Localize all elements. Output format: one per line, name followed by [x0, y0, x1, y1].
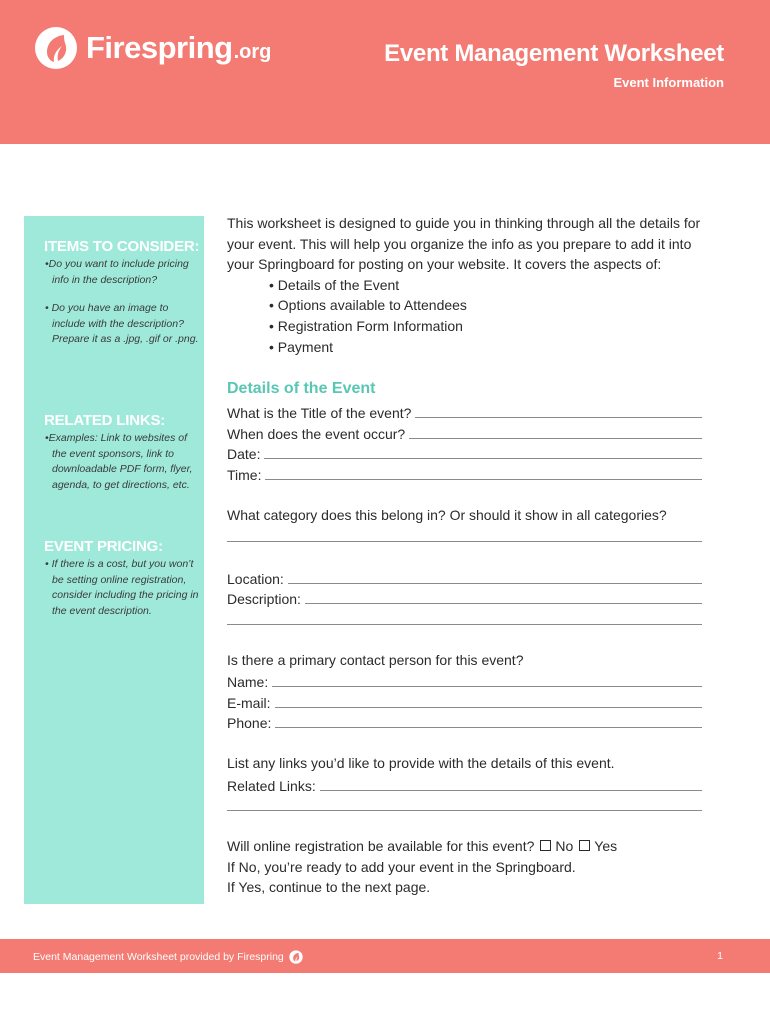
- yes-checkbox[interactable]: [579, 840, 590, 851]
- name-field[interactable]: [227, 672, 702, 690]
- sidebar-tip: • If there is a cost, but you won’t be setting online registration, consider including the pricing in the event description.: [45, 558, 199, 617]
- no-label: No: [555, 838, 574, 854]
- email-label: E-mail:: [227, 695, 271, 711]
- location-field[interactable]: [227, 569, 702, 587]
- sidebar-section-items: [44, 238, 204, 348]
- category-line[interactable]: [227, 541, 702, 542]
- related-links-line[interactable]: [320, 790, 702, 791]
- intro-text: This worksheet is designed to guide you in thinking through all the details for your event. This will help you organize the info as you prepare to add it into your Springboard for posting on your website. It covers the aspects of:: [227, 215, 701, 273]
- sidebar-heading: RELATED LINKS:: [44, 412, 166, 429]
- sidebar-tips: [24, 216, 204, 904]
- event-when-field[interactable]: [227, 424, 702, 442]
- page-title: Event Management Worksheet: [384, 40, 724, 67]
- location-line[interactable]: [288, 583, 702, 584]
- phone-label: Phone:: [227, 715, 272, 731]
- date-field[interactable]: [227, 444, 702, 462]
- footer-banner: [0, 939, 770, 973]
- location-label: Location:: [227, 571, 284, 587]
- date-line[interactable]: [264, 458, 702, 459]
- brand-name: Firespring: [86, 30, 233, 65]
- header-banner: [0, 0, 770, 144]
- email-field[interactable]: [227, 693, 702, 711]
- name-line[interactable]: [272, 686, 702, 687]
- category-question: What category does this belong in? Or should it show in all categories?: [227, 507, 667, 523]
- sidebar-tip: •Do you want to include pricing info in the description?: [45, 258, 189, 286]
- related-links-label: Related Links:: [227, 778, 316, 794]
- event-title-label: What is the Title of the event?: [227, 405, 412, 421]
- no-checkbox[interactable]: [540, 840, 551, 851]
- related-links-line-2[interactable]: [227, 810, 702, 811]
- intro-bullet: • Details of the Event: [269, 276, 400, 293]
- intro-bullet: • Registration Form Information: [269, 317, 463, 334]
- footer-credit-text: Event Management Worksheet provided by Firespring: [33, 951, 284, 963]
- event-title-field[interactable]: [227, 403, 702, 421]
- sidebar-section-links: [44, 412, 204, 493]
- time-label: Time:: [227, 467, 262, 483]
- date-label: Date:: [227, 446, 261, 462]
- sidebar-heading: EVENT PRICING:: [44, 538, 163, 555]
- contact-question: Is there a primary contact person for this event?: [227, 652, 524, 668]
- time-field[interactable]: [227, 465, 702, 483]
- registration-question: Will online registration be available for this event?: [227, 838, 535, 854]
- time-line[interactable]: [265, 479, 702, 480]
- section-title-details: Details of the Event: [227, 380, 376, 397]
- page-subtitle: Event Information: [613, 75, 724, 90]
- firespring-logo: [34, 26, 271, 70]
- related-links-field[interactable]: [227, 776, 702, 794]
- description-field[interactable]: [227, 589, 702, 607]
- phone-line[interactable]: [275, 727, 702, 728]
- intro-bullet: • Options available to Attendees: [269, 297, 467, 314]
- flame-leaf-icon: [34, 26, 78, 70]
- event-title-line[interactable]: [415, 417, 702, 418]
- event-when-line[interactable]: [409, 438, 702, 439]
- if-no-text: If No, you’re ready to add your event in the Springboard.: [227, 859, 576, 875]
- sidebar-tip: • Do you have an image to include with the description? Prepare it as a .jpg, .gif or .png.: [45, 302, 199, 345]
- intro-bullet: • Payment: [269, 338, 334, 355]
- description-label: Description:: [227, 591, 301, 607]
- event-when-label: When does the event occur?: [227, 426, 406, 442]
- registration-question-row: [227, 838, 707, 854]
- page-number: 1: [717, 950, 723, 962]
- brand-suffix: .org: [233, 40, 272, 63]
- yes-label: Yes: [594, 838, 618, 854]
- sidebar-heading: ITEMS TO CONSIDER:: [44, 238, 200, 255]
- flame-leaf-icon: [289, 950, 303, 964]
- description-line-2[interactable]: [227, 624, 702, 625]
- sidebar-tip: •Examples: Link to websites of the event sponsors, link to downloadable PDF form, flyer, agenda, to get directions, etc.: [45, 432, 193, 491]
- name-label: Name:: [227, 674, 269, 690]
- intro-block: [227, 213, 707, 357]
- description-line[interactable]: [305, 603, 702, 604]
- footer-credit: [33, 950, 303, 964]
- links-question: List any links you’d like to provide with the details of this event.: [227, 755, 615, 771]
- intro-bullets: [227, 275, 707, 357]
- if-yes-text: If Yes, continue to the next page.: [227, 879, 431, 895]
- phone-field[interactable]: [227, 713, 702, 731]
- sidebar-section-pricing: [44, 538, 204, 619]
- email-line[interactable]: [275, 707, 702, 708]
